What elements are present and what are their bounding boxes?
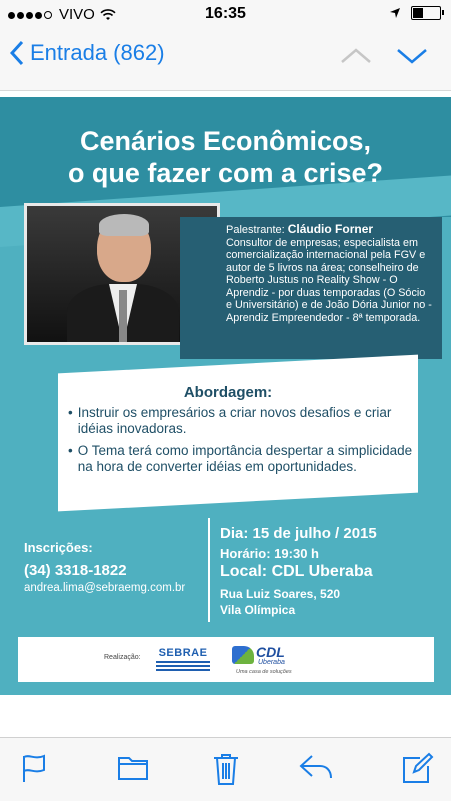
compose-icon[interactable]	[400, 752, 434, 784]
cdl-logo: CDL Uberaba Uma casa de soluções	[232, 642, 302, 678]
event-flyer-image	[0, 97, 451, 695]
event-details: Dia: 15 de julho / 2015 Horário: 19:30 h Local: CDL Uberaba Rua Luiz Soares, 520 Vila Olímpica	[220, 525, 377, 617]
flyer-title: Cenários Econômicos, o que fazer com a crise?	[67, 126, 384, 188]
speaker-name: Cláudio Forner	[287, 222, 374, 236]
speaker-info: Palestrante: Cláudio Forner Consultor de empresas; especialista em comercialização internacional pela FGV e autor de 5 livros na área; conselheiro de Roberto Justus no Reality Show - O Aprendiz - por duas temporadas (O Sócio e Universitário) e de João Dória Junior no - Aprendiz Empreendedor - 8ª temporada.	[180, 217, 442, 359]
status-bar	[0, 0, 451, 28]
email-body	[0, 91, 451, 737]
divider	[208, 518, 210, 622]
speaker-bio: Consultor de empresas; especialista em comercialização internacional pela FGV e autor de 5 livros na área; conselheiro de Roberto Justus no Reality Show - O Aprendiz - por duas temporadas (O Sócio e Universitário) e de João Dória Junior no - Aprendiz Empreendedor - 8ª temporada.	[226, 236, 432, 324]
location-arrow-icon	[389, 7, 401, 19]
battery-icon	[411, 6, 441, 20]
list-item: • O Tema terá como importância despertar a simplicidade na hora de converter idéias em oportunidades.	[68, 443, 413, 474]
chevron-left-icon	[10, 40, 24, 66]
approach-title: Abordagem:	[183, 384, 273, 401]
registration-email: andrea.lima@sebraemg.com.br	[24, 582, 186, 594]
carrier-name: VIVO	[59, 6, 95, 23]
flag-icon[interactable]	[20, 752, 48, 784]
navigation-bar	[0, 28, 451, 91]
reply-icon[interactable]	[298, 752, 334, 782]
list-item: • Instruir os empresários a criar novos desafios e criar idéias inovadoras.	[68, 405, 392, 436]
back-button-label: Entrada (862)	[30, 40, 165, 65]
registration-phone: (34) 3318-1822	[24, 562, 127, 579]
trash-icon[interactable]	[211, 752, 241, 786]
next-message-button[interactable]	[396, 46, 428, 66]
folder-icon[interactable]	[117, 752, 149, 782]
sponsors-bar: Realização: SEBRAE CDL Uberaba Uma casa de soluções	[18, 637, 434, 682]
previous-message-button[interactable]	[340, 46, 372, 66]
back-button[interactable]	[10, 40, 165, 66]
clock: 16:35	[205, 5, 246, 22]
bottom-toolbar	[0, 737, 451, 801]
sebrae-logo: SEBRAE	[156, 645, 210, 675]
registration-info: Inscrições: (34) 3318-1822 andrea.lima@sebraemg.com.br	[24, 540, 186, 594]
